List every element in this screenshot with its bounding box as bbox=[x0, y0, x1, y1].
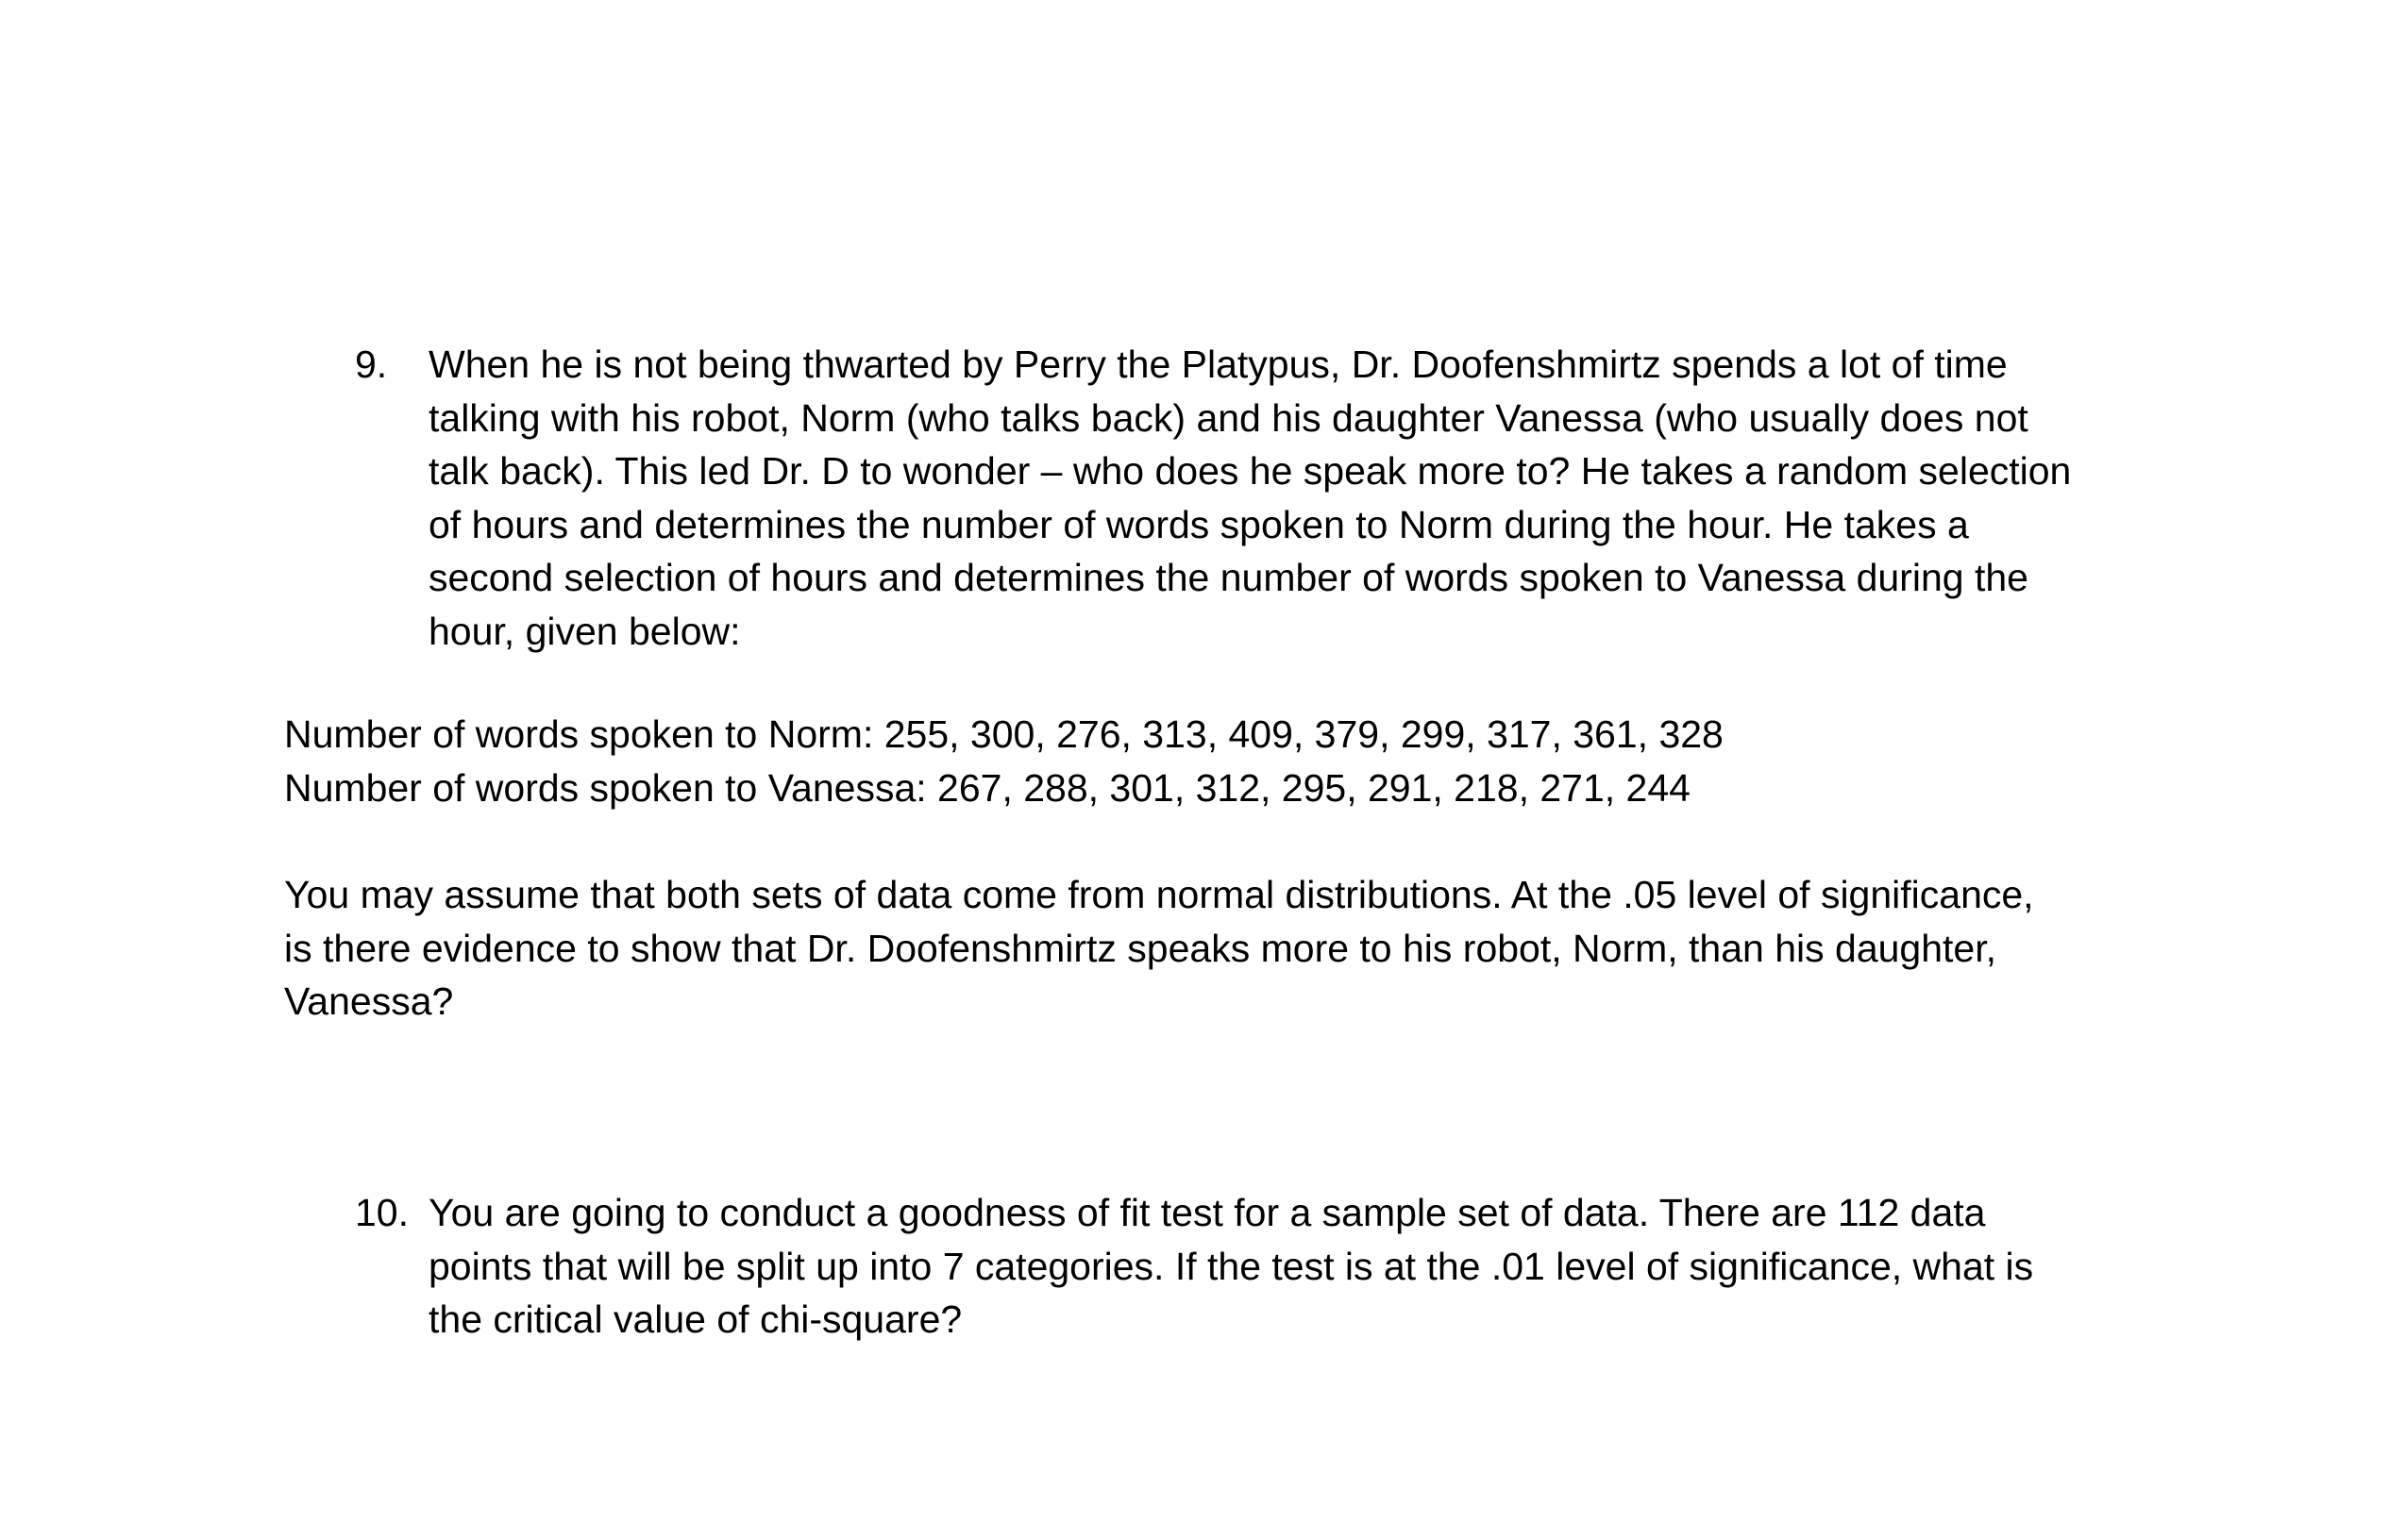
question-number: 9. bbox=[355, 343, 388, 386]
vanessa-data-line: Number of words spoken to Vanessa: 267, 288, 301, 312, 295, 291, 218, 271, 244 bbox=[284, 765, 1691, 810]
data-lines bbox=[284, 708, 2134, 814]
question-9 bbox=[355, 338, 2129, 658]
question-10 bbox=[355, 1186, 2129, 1347]
question-text: You are going to conduct a goodness of fit test for a sample set of data. There are 112 data points that will be split up into 7 categories. If the test is at the .01 level of significance, what is the critical value of chi-square? bbox=[429, 1191, 2034, 1341]
question-number: 10. bbox=[355, 1191, 409, 1234]
question-text: When he is not being thwarted by Perry the Platypus, Dr. Doofenshmirtz spends a lot of time talking with his robot, Norm (who talks back) and his daughter Vanessa (who usually does not talk back). This led Dr. D to wonder – who does he speak more to? He takes a random selection of hours and determines the number of words spoken to Norm during the hour. He takes a second selection of hours and determines the number of words spoken to Vanessa during the hour, given below: bbox=[429, 343, 2072, 653]
question-9-prompt: You may assume that both sets of data come from normal distributions. At the .05 level of significance, is there evidence to show that Dr. Doofenshmirtz speaks more to his robot, Norm, than his daughter, Vanessa? bbox=[284, 873, 2034, 1023]
norm-data-line: Number of words spoken to Norm: 255, 300, 276, 313, 409, 379, 299, 317, 361, 328 bbox=[284, 712, 1724, 756]
